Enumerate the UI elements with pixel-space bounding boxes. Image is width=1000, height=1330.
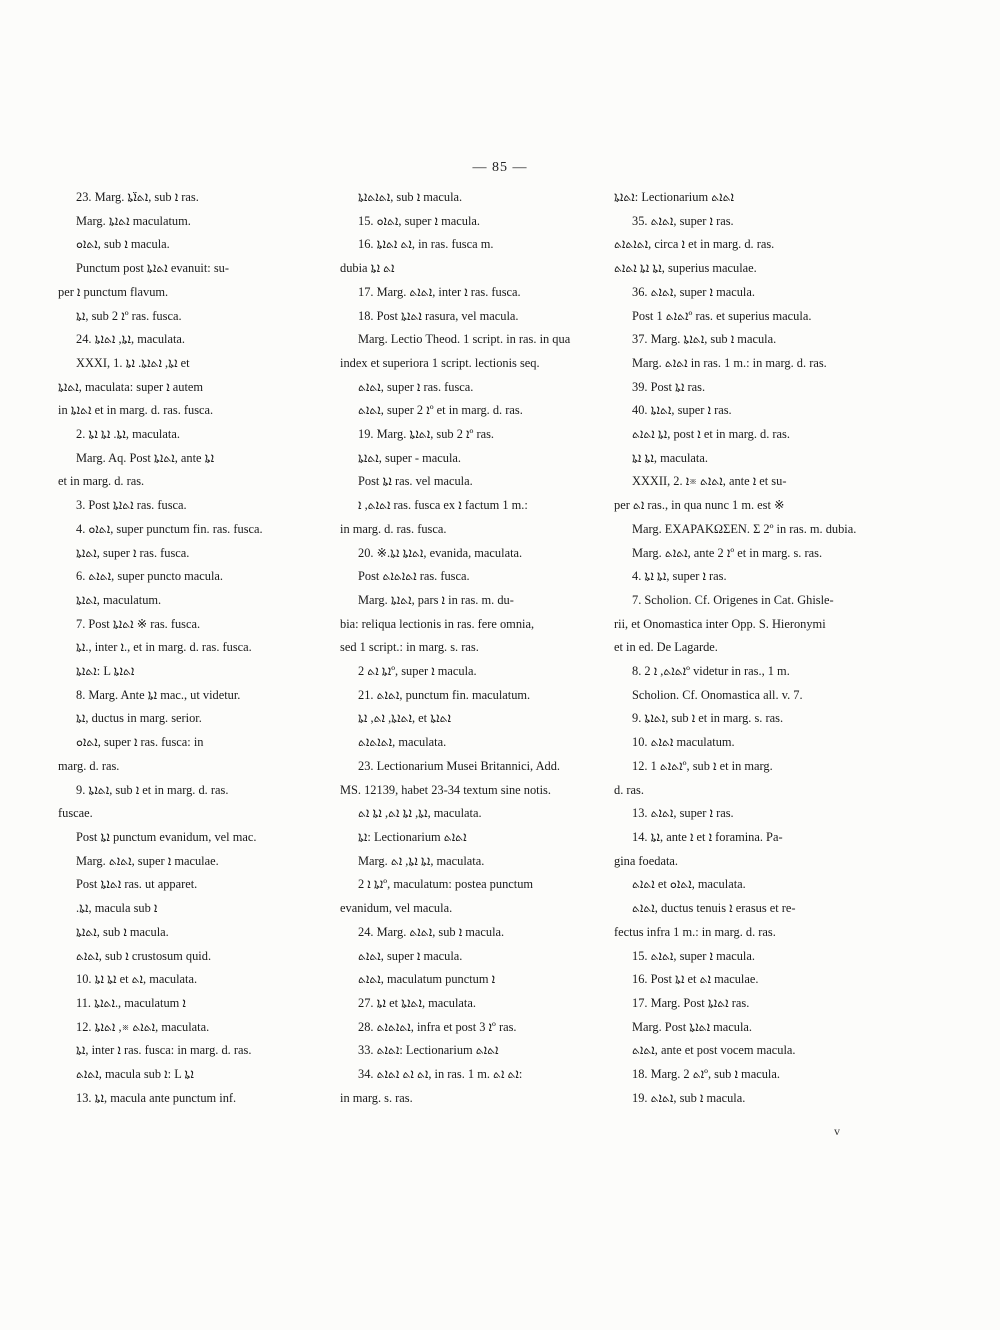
text-line: index et superiora 1 script. lectionis seq. <box>340 355 540 370</box>
text-line: ܐܬܐ ܐ 2º, maculatum: postea punctum <box>358 877 534 892</box>
text-line: ܐܬܐܬܐ: Lectionarium ܐܬܐܬ <box>614 190 734 204</box>
text-line: ܐܬܐ ܐܬܐ ܐܬܐܬ, superius maculae. <box>614 261 757 276</box>
text-line: in marg. d. ras. fusca. <box>340 521 447 536</box>
text-line: ܐܬܐܬ et ܐܬܐܘ, maculata. <box>632 877 746 892</box>
page-number: — 85 — <box>472 160 528 175</box>
text-line: 10. ܐܬܐ ܐܬܐ et ܐܬ, maculata. <box>76 972 198 987</box>
text-line: Marg. ܐܬܐܬܐ, pars ܐ in ras. m. du- <box>358 592 514 607</box>
text-line: marg. d. ras. <box>58 758 120 773</box>
text-line: ܐܬܐ, ductus in marg. serior. <box>76 711 202 726</box>
text-line: ܐܬܐ, inter ܐ ras. fusca: in marg. d. ras. <box>76 1043 252 1058</box>
text-line: 10. ܐܬܐܬ maculatum. <box>632 735 735 750</box>
text-line: Marg. ܐܬܐܬܐ maculatum. <box>76 213 191 228</box>
text-line: ܐܬܐܬ, maculatum punctum ܐ <box>358 972 496 987</box>
text-line: 19. ܐܬܐܬ, sub ܐ macula. <box>632 1090 746 1105</box>
text-line: 21. ܐܬܐܬ, punctum fin. maculatum. <box>358 687 531 702</box>
text-line: ܐܬܐܬܐ, sub ܐ macula. <box>76 924 169 939</box>
text-line: Marg. Post ܐܬܐܬܐ macula. <box>632 1019 753 1034</box>
text-line: ܐܬܐܬܐ, super - macula. <box>358 450 462 465</box>
text-line: Post ܐܬܐܬܐܬ ras. fusca. <box>358 569 470 584</box>
text-line: 20. ※.ܐܬܐܬܐ ܐܬܐ, evanida, maculata. <box>358 545 523 560</box>
text-line: Post ܐܬܐܬ 1º ras. et superius macula. <box>632 308 812 323</box>
text-line: 8. ܐܬܐܬ, ܐ 2º videtur in ras., 1 m. <box>632 664 790 679</box>
text-line: ܐܬܐܬ, super ܐ ras. fusca. <box>358 379 474 394</box>
text-line: ܐܬܐܬܐܬܐ, sub ܐ macula. <box>358 190 463 204</box>
text-line: 18. Marg. ܐܬ 2º, sub ܐ macula. <box>632 1067 780 1082</box>
text-line: Marg. ΕΧΑΡΑΚΩΣΕΝ. Σ 2º in ras. m. dubia. <box>632 521 857 536</box>
text-line: et in marg. d. ras. <box>58 474 145 489</box>
text-line: 3. Post ܐܬܐܬܐ ras. fusca. <box>76 498 187 513</box>
signature-mark: v <box>834 1124 840 1138</box>
text-line: ܐܬܐܬܐܬ, maculata. <box>358 735 447 750</box>
text-line: d. ras. <box>614 782 644 797</box>
text-line: ܐܬܐܬ, ܐ ras. fusca ex ܐ factum 1 m.: <box>358 498 528 513</box>
text-line: 11. ܐܬܐܬܐ., maculatum ܐ <box>76 995 186 1010</box>
text-line: ܐܬܐ ܐܬܐܬ, post ܐ et in marg. d. ras. <box>632 427 790 442</box>
text-line: 37. Marg. ܐܬܐܬܐ, sub ܐ macula. <box>632 332 777 347</box>
text-line: Punctum post ܐܬܐܬܐ evanuit: su- <box>76 261 229 276</box>
text-line: Post ܐܬܐ ras. vel macula. <box>358 474 473 489</box>
text-line: et in ed. De Lagarde. <box>614 640 718 655</box>
text-line: 9. ܐܬܐܬܐ, sub ܐ et in marg. d. ras. <box>76 782 229 797</box>
text-line: 39. Post ܐܬܐ ras. <box>632 379 706 394</box>
text-line: ܐܬܐܬ, super ܐ macula. <box>358 948 463 963</box>
text-line: ܐܬܐܘ, super ܐ ras. fusca: in <box>76 735 204 750</box>
text-line: ܐܬܐ ܐܬܐ, maculata. <box>632 450 708 465</box>
text-line: 2. ܐܬܐ. ܐܬܐ ܐܬܐ, maculata. <box>76 427 180 442</box>
text-line: 13. ܐܬܐ, macula ante punctum inf. <box>76 1090 237 1105</box>
text-line: XXXII, 2. ܐܬܐܬ ※ܐ, ante ܐ et su- <box>632 474 787 489</box>
text-line: XXXI, 1. ܐܬܐ, ܐܬܐܬܐ. ܐܬܐ et <box>76 355 190 370</box>
text-line: 23. Lectionarium Musei Britannici, Add. <box>358 758 561 773</box>
text-line: ܐܬܐܬ, ductus tenuis ܐ erasus et re- <box>632 901 796 916</box>
text-line: ܐܬܐ, sub ܐ 2º ras. fusca. <box>76 308 182 323</box>
text-line: in ܐܬܐܬܐ et in marg. d. ras. fusca. <box>58 403 214 418</box>
text-line: ܐܬܐܬ, super ܐ 2º et in marg. d. ras. <box>358 403 523 418</box>
text-line: bia: reliqua lectionis in ras. fere omnia, <box>340 616 535 631</box>
text-line: ܐܬܐ: Lectionarium ܐܬܐܬ <box>358 829 467 844</box>
text-line: 15. ܐܬܐܬ, super ܐ macula. <box>632 948 755 963</box>
text-line: sed 1 script.: in marg. s. ras. <box>340 640 479 655</box>
text-line: Marg. ܐܬܐܬ in ras. 1 m.: in marg. d. ras. <box>632 355 827 370</box>
text-line: ܐܬܐܬܐ, maculatum. <box>76 592 162 607</box>
text-line: 24. ܐܬܐ, ܐܬܐܬܐ, maculata. <box>76 332 186 347</box>
text-line: rii, et Onomastica inter Opp. S. Hieronymi <box>614 616 826 631</box>
text-line: Marg. Aq. Post ܐܬܐܬܐ, ante ܐܬܐ <box>76 450 215 465</box>
text-line: 24. Marg. ܐܬܐܬ, sub ܐ macula. <box>358 924 505 939</box>
text-line: ܐܬܐܬ, ante et post vocem macula. <box>632 1043 796 1058</box>
text-line: 13. ܐܬܐܬ, super ܐ ras. <box>632 806 734 821</box>
text-line: Marg. ܐܬܐ ܐܬܐ, ܐܬ, maculata. <box>358 853 485 868</box>
text-line: ܐܬܐ ܐܬ 2º, super ܐ macula. <box>358 664 477 679</box>
text-line: ܐܬܐ., inter ܐ., et in marg. d. ras. fusca. <box>76 640 252 655</box>
text-line: ܐܬܐ, ܐܬܐ ܐܬ, ܐܬܐ ܐܬ, maculata. <box>358 806 482 821</box>
text-line: 16. ܐܬ ܐܬܐܬܐ, in ras. fusca m. <box>358 237 494 252</box>
text-line: ܐܬܐܬܐ, ܐܬ, ܐܬܐ, et ܐܬܐܬܐ <box>358 711 452 726</box>
text-line: 12. ܐܬܐܬ ※, ܐܬܐܬܐ, maculata. <box>76 1019 210 1034</box>
text-line: dubia ܐܬ ܐܬܐ <box>340 261 395 276</box>
text-line: 28. ܐܬܐܬܐܬ, infra et post ܐ 3º ras. <box>358 1019 517 1034</box>
text-line: 6. ܐܬܐܬ, super puncto macula. <box>76 569 223 584</box>
text-line: gina foedata. <box>614 853 678 868</box>
text-line: 23. Marg. ܐܬܐ̈ܬܐ, sub ܐ ras. <box>76 190 199 204</box>
text-line: ܐܬܐܬܐ: L ܐܬܐܬܐ <box>76 664 135 679</box>
text-line: ܐܬܐܬܐܬ, circa ܐ et in marg. d. ras. <box>614 237 775 252</box>
text-line: 19. Marg. ܐܬܐܬܐ, sub ܐ 2º ras. <box>358 427 495 442</box>
text-line: 9. ܐܬܐܬܐ, sub ܐ et in marg. s. ras. <box>632 711 784 726</box>
text-line: ܐܬܐܘ, sub ܐ macula. <box>76 237 170 252</box>
text-line: 7. Post ܐܬܐܬܐ ※ ras. fusca. <box>76 616 201 631</box>
text-line: 16. Post ܐܬܐ et ܐܬ maculae. <box>632 972 759 987</box>
text-line: per ܐܬ ras., in qua nunc 1 m. est ※ <box>614 498 785 513</box>
text-line: in marg. s. ras. <box>340 1090 413 1105</box>
text-line: Marg. ܐܬܐܬ, ante ܐ 2º et in marg. s. ras. <box>632 545 823 560</box>
text-line: 4. ܐܬܐܘ, super punctum fin. ras. fusca. <box>76 521 263 536</box>
text-line: MS. 12139, habet 23-34 textum sine notis. <box>340 782 551 797</box>
text-line: 35. ܐܬܐܬ, super ܐ ras. <box>632 213 734 228</box>
text-line: fectus infra 1 m.: in marg. d. ras. <box>614 924 776 939</box>
text-line: 18. Post ܐܬܐܬܐ rasura, vel macula. <box>358 308 519 323</box>
text-line: 4. ܐܬܐ ܐܬܐ, super ܐ ras. <box>632 569 727 584</box>
text-line: ܐܬܐܬ, macula sub ܐ: L ܐܬܐ <box>76 1067 194 1082</box>
text-line: ܐܬܐܬ, sub ܐ crustosum quid. <box>76 948 212 963</box>
text-line: per ܐ punctum flavum. <box>58 284 169 299</box>
text-line: 7. Scholion. Cf. Origenes in Cat. Ghisle- <box>632 592 834 607</box>
text-line: Post ܐܬܐܬܐ ras. ut apparet. <box>76 877 198 892</box>
text-line: ܐܬܐܬܐ, super ܐ ras. fusca. <box>76 545 190 560</box>
text-line: fuscae. <box>58 806 93 821</box>
text-line: 40. ܐܬܐܬܐ, super ܐ ras. <box>632 403 732 418</box>
text-line: 36. ܐܬܐܬ, super ܐ macula. <box>632 284 755 299</box>
text-line: Marg. Lectio Theod. 1 script. in ras. in qua <box>358 332 571 347</box>
text-line: 27. ܐܬܐ et ܐܬܐܬܐ, maculata. <box>358 995 476 1010</box>
text-line: 8. Marg. Ante ܐܬܐ mac., ut videtur. <box>76 687 241 702</box>
text-line: Marg. ܐܬܐܬ, super ܐ maculae. <box>76 853 219 868</box>
text-line: Scholion. Cf. Onomastica all. v. 7. <box>632 687 803 702</box>
text-line: evanidum, vel macula. <box>340 901 453 916</box>
column-middle <box>340 186 602 1110</box>
text-line: 33. ܐܬܐܬ: Lectionarium ܐܬܐܬ <box>358 1043 499 1058</box>
text-line: 17. Marg. Post ܐܬܐܬܐ ras. <box>632 995 750 1010</box>
text-line: Post ܐܬܐ punctum evanidum, vel mac. <box>76 829 257 844</box>
text-line: 15. ܐܬܐܘ, super ܐ macula. <box>358 213 480 228</box>
text-line: 12. ܐܬܐܬ 1º, sub ܐ et in marg. <box>632 758 773 773</box>
text-line: 17. Marg. ܐܬܐܬ, inter ܐ ras. fusca. <box>358 284 521 299</box>
text-line: 34. ܐܬ ܐܬ ܐܬܐܬ, in ras. 1 m. ܐܬ ܐܬ: <box>358 1067 523 1082</box>
text-line: 14. ܐܬܐ, ante ܐ et ܐ foramina. Pa- <box>632 829 783 844</box>
text-line: .ܐܬܐ, macula sub ܐ <box>76 901 158 916</box>
text-line: ܐܬܐܬܐ, maculata: super ܐ autem <box>58 379 204 394</box>
column-right <box>614 186 866 1110</box>
column-left <box>58 186 320 1110</box>
